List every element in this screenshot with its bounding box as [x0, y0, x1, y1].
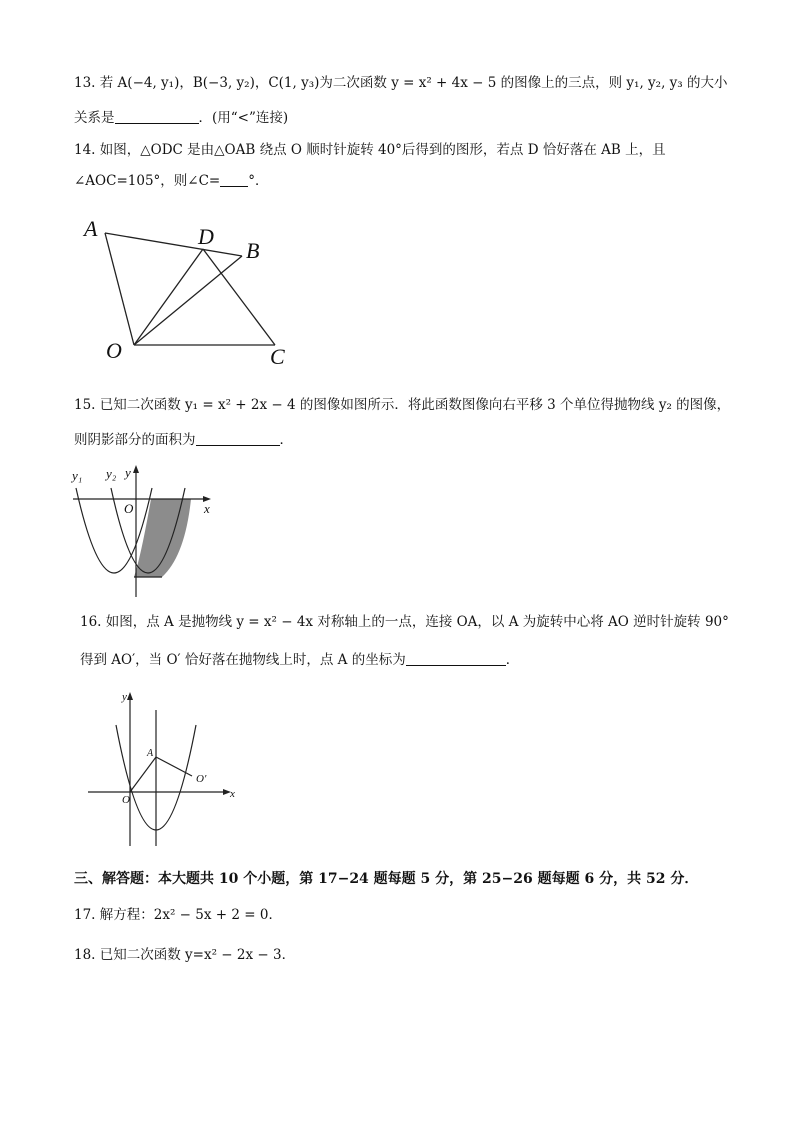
segment-OA — [130, 757, 156, 792]
shaded-region — [134, 499, 191, 577]
q13-line2 — [74, 108, 288, 128]
label-A: A — [84, 216, 98, 241]
q13-line2-prefix: 关系是 — [74, 110, 115, 126]
q15-figure — [68, 462, 218, 602]
label-origin: O — [124, 501, 134, 516]
q16-answer-blank[interactable] — [406, 651, 506, 666]
q15-answer-blank[interactable] — [196, 431, 280, 446]
label-y1: y₁ — [72, 468, 83, 483]
q16-line2 — [80, 650, 519, 670]
y-axis-arrow — [127, 692, 133, 700]
q16-line2-prefix: 得到 AO′，当 O′ 恰好落在抛物线上时，点 A 的坐标为 — [80, 652, 406, 668]
label-Oprime: O′ — [196, 773, 207, 785]
y-axis-arrow — [133, 465, 139, 473]
q14-line2 — [74, 171, 269, 191]
q14-line2-suffix: °． — [248, 173, 269, 189]
label-C: C — [270, 344, 285, 369]
label-O: O — [106, 338, 122, 363]
label-y: y — [122, 691, 127, 703]
q13-line2-suffix: ．(用“<”连接) — [198, 110, 289, 126]
q16-line1: 16. 如图，点 A 是抛物线 y = x² − 4x 对称轴上的一点，连接 OA，以 A 为旋转中心将 AO 逆时针旋转 90° — [80, 614, 729, 630]
label-D: D — [198, 224, 214, 249]
q15-line2-suffix: ． — [279, 432, 293, 448]
q14-answer-blank[interactable] — [220, 172, 248, 187]
section-three-heading: 三、解答题：本大题共 10 个小题，第 17−24 题每题 5 分，第 25−26 题每题 6 分，共 52 分． — [74, 871, 699, 887]
label-y: y — [125, 465, 131, 480]
q17-line: 17. 解方程：2x² − 5x + 2 = 0． — [74, 907, 282, 923]
q15-line2 — [74, 430, 293, 450]
label-B: B — [246, 238, 260, 263]
q13-answer-blank[interactable] — [115, 109, 199, 124]
label-y2: y₂ — [106, 466, 117, 481]
segment-DC — [203, 249, 275, 345]
segment-AB — [105, 233, 242, 256]
q16-figure — [84, 688, 244, 848]
label-A: A — [147, 748, 154, 759]
label-x: x — [230, 788, 235, 800]
label-x: x — [204, 501, 210, 516]
q14-figure — [80, 210, 300, 370]
q15-line1: 15. 已知二次函数 y₁ = x² + 2x − 4 的图像如图所示．将此函数图像向右平移 3 个单位得抛物线 y₂ 的图像， — [74, 397, 731, 413]
label-origin: O — [122, 794, 130, 806]
q16-line2-suffix: ． — [505, 652, 520, 668]
q14-line1: 14. 如图，△ODC 是由△OAB 绕点 O 顺时针旋转 40°后得到的图形，若点 D 恰好落在 AB 上，且 — [74, 142, 666, 158]
q13-line1: 13. 若 A(−4, y₁)，B(−3, y₂)，C(1, y₃)为二次函数 y = x² + 4x − 5 的图像上的三点，则 y₁, y₂, y₃ 的大小 — [74, 75, 728, 91]
q14-line2-prefix: ∠AOC=105°，则∠C= — [74, 173, 221, 189]
q15-line2-prefix: 则阴影部分的面积为 — [74, 432, 196, 448]
q18-line: 18. 已知二次函数 y=x² − 2x − 3． — [74, 947, 296, 963]
segment-AO — [105, 233, 134, 345]
